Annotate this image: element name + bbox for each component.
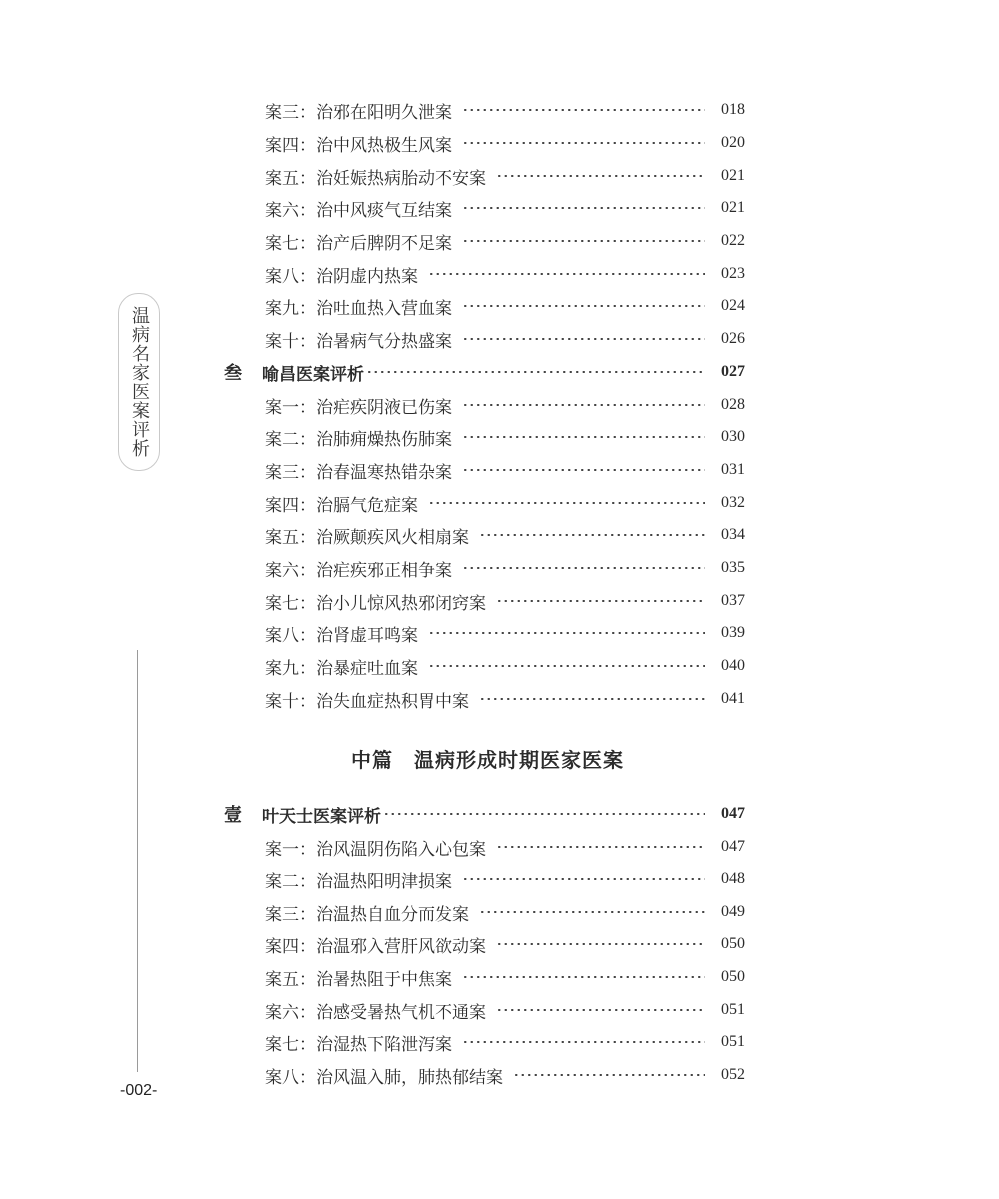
toc-entry[interactable] (265, 489, 745, 517)
section-number: 壹 (224, 805, 242, 826)
leader-dots (479, 534, 705, 536)
entry-page: 032 (721, 494, 745, 511)
toc-entry[interactable] (265, 1028, 745, 1056)
entry-title: 案五：治妊娠热病胎动不安案 (265, 168, 486, 189)
toc-entry[interactable] (265, 162, 745, 190)
toc-entry[interactable] (265, 685, 745, 713)
entry-title: 案七：治产后脾阴不足案 (265, 233, 452, 254)
entry-title: 案三：治春温寒热错杂案 (265, 462, 452, 483)
entry-title: 案四：治中风热极生风案 (265, 135, 452, 156)
leader-dots (462, 142, 705, 144)
entry-page: 040 (721, 657, 745, 674)
toc-entry[interactable] (265, 423, 745, 451)
entry-page: 026 (721, 330, 745, 347)
entry-page: 030 (721, 428, 745, 445)
leader-dots (462, 240, 705, 242)
leader-dots (496, 943, 705, 945)
entry-page: 050 (721, 968, 745, 985)
entry-page: 023 (721, 265, 745, 282)
entry-page: 052 (721, 1066, 745, 1083)
leader-dots (366, 371, 705, 373)
toc-entry[interactable] (265, 619, 745, 647)
entry-title: 案五：治厥颠疾风火相扇案 (265, 527, 469, 548)
side-chapter-tab (118, 293, 160, 471)
toc-entry[interactable] (265, 865, 745, 893)
entry-title: 案一：治风温阴伤陷入心包案 (265, 839, 486, 860)
leader-dots (462, 469, 705, 471)
entry-title: 案六：治疟疾邪正相争案 (265, 560, 452, 581)
entry-page: 039 (721, 624, 745, 641)
entry-page: 028 (721, 396, 745, 413)
entry-title: 案二：治肺痈燥热伤肺案 (265, 429, 452, 450)
entry-title: 案四：治温邪入营肝风欲动案 (265, 936, 486, 957)
entry-page: 051 (721, 1033, 745, 1050)
entry-page: 034 (721, 526, 745, 543)
toc-section-san[interactable] (224, 358, 745, 386)
entry-title: 案四：治膈气危症案 (265, 495, 418, 516)
side-tab-label: 温病名家医案评析 (129, 306, 150, 458)
leader-dots (462, 338, 705, 340)
entry-page: 041 (721, 690, 745, 707)
entry-page: 049 (721, 903, 745, 920)
entry-page: 035 (721, 559, 745, 576)
entry-title: 案六：治中风痰气互结案 (265, 200, 452, 221)
entry-page: 037 (721, 592, 745, 609)
entry-title: 案三：治邪在阳明久泄案 (265, 102, 452, 123)
toc-entry[interactable] (265, 456, 745, 484)
toc-entry[interactable] (265, 996, 745, 1024)
entry-page: 048 (721, 870, 745, 887)
leader-dots (479, 911, 705, 913)
toc-entry[interactable] (265, 652, 745, 680)
entry-page: 022 (721, 232, 745, 249)
entry-title: 案五：治暑热阻于中焦案 (265, 969, 452, 990)
leader-dots (496, 846, 705, 848)
toc-entry[interactable] (265, 260, 745, 288)
entry-title: 案八：治阴虚内热案 (265, 266, 418, 287)
leader-dots (462, 567, 705, 569)
toc-entry[interactable] (265, 898, 745, 926)
toc-entry[interactable] (265, 325, 745, 353)
entry-title: 案八：治风温入肺，肺热郁结案 (265, 1067, 503, 1088)
toc-entry[interactable] (265, 963, 745, 991)
entry-title: 案二：治温热阳明津损案 (265, 871, 452, 892)
leader-dots (383, 813, 705, 815)
toc-entry[interactable] (265, 194, 745, 222)
entry-title: 案七：治小儿惊风热邪闭窍案 (265, 593, 486, 614)
leader-dots (462, 207, 705, 209)
entry-title: 案九：治吐血热入营血案 (265, 298, 452, 319)
leader-dots (428, 632, 705, 634)
leader-dots (496, 1009, 705, 1011)
entry-title: 案六：治感受暑热气机不通案 (265, 1002, 486, 1023)
page-number: -002- (120, 1082, 158, 1099)
entry-page: 021 (721, 199, 745, 216)
toc-entry[interactable] (265, 833, 745, 861)
entry-title: 案七：治湿热下陷泄泻案 (265, 1034, 452, 1055)
toc-entry[interactable] (265, 129, 745, 157)
entry-page: 051 (721, 1001, 745, 1018)
leader-dots (462, 109, 705, 111)
entry-page: 020 (721, 134, 745, 151)
toc-entry[interactable] (265, 391, 745, 419)
entry-title: 案一：治疟疾阴液已伤案 (265, 397, 452, 418)
toc-entry[interactable] (265, 554, 745, 582)
toc-entry[interactable] (265, 930, 745, 958)
leader-dots (496, 175, 705, 177)
leader-dots (428, 273, 705, 275)
entry-title: 案三：治温热自血分而发案 (265, 904, 469, 925)
leader-dots (462, 878, 705, 880)
part-heading: 中篇 温病形成时期医家医案 (351, 748, 624, 772)
leader-dots (462, 305, 705, 307)
section-title: 喻昌医案评析 (262, 364, 364, 385)
entry-page: 024 (721, 297, 745, 314)
leader-dots (513, 1074, 705, 1076)
entry-title: 案九：治暴症吐血案 (265, 658, 418, 679)
section-title: 叶天士医案评析 (262, 806, 381, 827)
entry-page: 021 (721, 167, 745, 184)
leader-dots (462, 976, 705, 978)
toc-entry[interactable] (265, 292, 745, 320)
leader-dots (428, 665, 705, 667)
leader-dots (496, 600, 705, 602)
leader-dots (479, 698, 705, 700)
leader-dots (462, 436, 705, 438)
entry-title: 案十：治暑病气分热盛案 (265, 331, 452, 352)
toc-entry[interactable] (265, 227, 745, 255)
side-divider-line (137, 650, 138, 1072)
entry-page: 031 (721, 461, 745, 478)
entry-page: 047 (721, 838, 745, 855)
toc-entry[interactable] (265, 587, 745, 615)
entry-page: 050 (721, 935, 745, 952)
section-page: 047 (721, 805, 745, 822)
toc-section-yi[interactable] (224, 800, 745, 828)
leader-dots (462, 1041, 705, 1043)
section-page: 027 (721, 363, 745, 380)
entry-title: 案十：治失血症热积胃中案 (265, 691, 469, 712)
leader-dots (428, 502, 705, 504)
leader-dots (462, 404, 705, 406)
toc-entry[interactable] (265, 521, 745, 549)
entry-title: 案八：治肾虚耳鸣案 (265, 625, 418, 646)
entry-page: 018 (721, 101, 745, 118)
section-number: 叁 (224, 363, 242, 384)
toc-entry[interactable] (265, 1061, 745, 1089)
toc-entry[interactable] (265, 96, 745, 124)
